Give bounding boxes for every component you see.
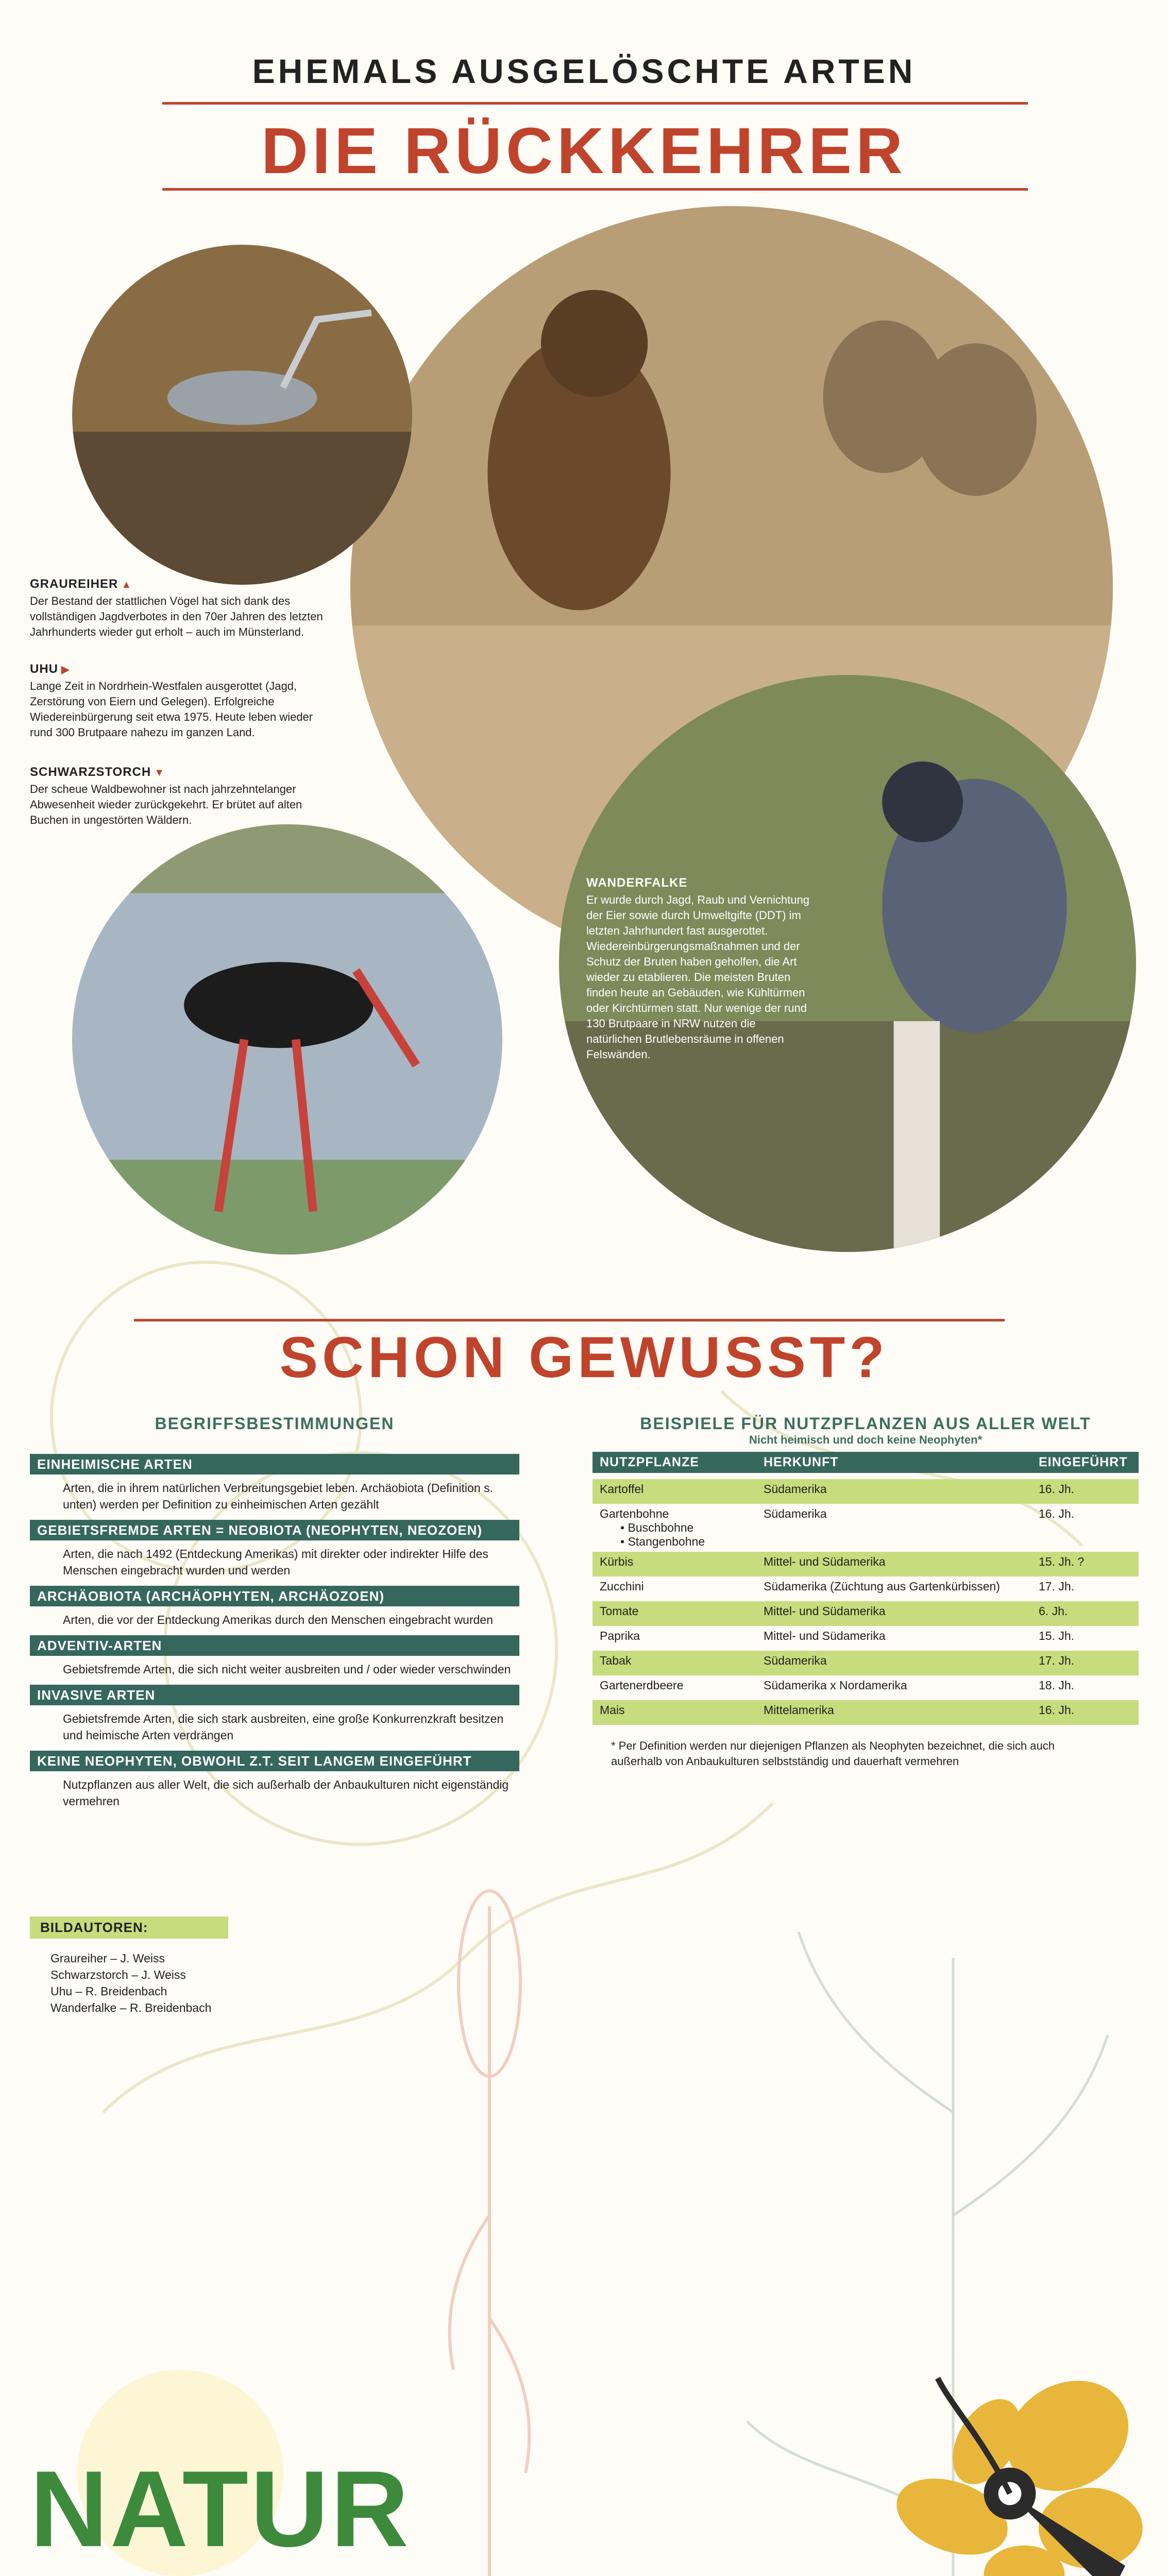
cell-origin: Mittel- und Südamerika xyxy=(756,1552,1031,1577)
table-row xyxy=(593,1552,1139,1577)
author-line: Schwarzstorch – J. Weiss xyxy=(50,1968,186,1981)
cell-year: 17. Jh. xyxy=(1039,1580,1075,1593)
definition-term: INVASIVE ARTEN xyxy=(30,1685,519,1705)
cell-origin: Mittel- und Südamerika xyxy=(756,1601,1031,1626)
bird-info-graureiher xyxy=(30,577,324,640)
definition-term: ARCHÄOBIOTA (ARCHÄOPHYTEN, ARCHÄOZOEN) xyxy=(30,1586,519,1606)
bird-text: Der Bestand der stattlichen Vögel hat sich dank des vollständigen Jagdverbotes in den 70er Jahren des letzten Jahrhunderts wieder gut erholt – auch im Münsterland. xyxy=(30,595,323,638)
table-row xyxy=(593,1479,1139,1504)
definition-text: Gebietsfremde Arten, die sich nicht weiter ausbreiten und / oder wieder verschwinden xyxy=(63,1663,511,1676)
image-authors xyxy=(30,1917,391,2016)
footer-title-line1: NATUR xyxy=(30,2448,411,2569)
graureiher-photo xyxy=(72,245,412,585)
cell-origin: Mittelamerika xyxy=(756,1700,1031,1725)
bird-label: SCHWARZSTORCH xyxy=(30,765,151,779)
section-title: SCHON GEWUSST? xyxy=(279,1325,889,1389)
definition-item xyxy=(30,1454,519,1520)
column-header: EINGEFÜHRT xyxy=(1031,1452,1139,1473)
definition-text: Gebietsfremde Arten, die sich stark ausbreiten, eine große Konkurrenzkraft besitzen und heimische Arten verdrängen xyxy=(63,1712,504,1742)
bird-info-uhu xyxy=(30,662,334,740)
bird-text: Er wurde durch Jagd, Raub und Vernichtung der Eier sowie durch Umweltgifte (DDT) im letzten Jahrhundert fast ausgerottet. Wiedereinbürgerungsmaßnahmen und der Schutz der Bruten haben geholfen, die Art wieder zu etablieren. Die meisten Bruten finden heute an Gebäuden, wie Kühltürmen oder Kirchtürmen statt. Nur wenige der rund 130 Brutpaare in NRW nutzen die natürlichen Brutlebensräume in offenen Felswänden. xyxy=(586,893,809,1061)
definition-item xyxy=(30,1635,519,1685)
bird-label: WANDERFALKE xyxy=(586,876,688,890)
bird-info-schwarzstorch xyxy=(30,765,324,828)
footnote: * Per Definition werden nur diejenigen Pflanzen als Neophyten bezeichnet, die sich auch außerhalb von Anbaukulturen selbstständig und dauerhaft vermehren xyxy=(611,1739,1055,1768)
examples-subheading: Nicht heimisch und doch keine Neophyten* xyxy=(749,1433,983,1446)
kicker-heading: EHEMALS AUSGELÖSCHTE ARTEN xyxy=(252,52,916,90)
cell-year: 15. Jh. ? xyxy=(1031,1552,1139,1577)
cell-plant: Mais xyxy=(593,1700,756,1725)
table-row xyxy=(593,1675,1139,1700)
definition-item xyxy=(30,1751,519,1817)
bird-info-wanderfalke xyxy=(586,876,813,1062)
definition-item xyxy=(30,1586,519,1635)
cell-year: 17. Jh. xyxy=(1031,1651,1139,1675)
definitions-heading: BEGRIFFSBESTIMMUNGEN xyxy=(155,1414,395,1433)
cell-plant: Tomate xyxy=(593,1601,756,1626)
cell-plant: Kartoffel xyxy=(593,1479,756,1504)
authors-heading: BILDAUTOREN: xyxy=(30,1917,228,1939)
page-title: DIE RÜCKKEHRER xyxy=(261,114,907,187)
column-header: NUTZPFLANZE xyxy=(593,1452,756,1473)
definition-text: Arten, die nach 1492 (Entdeckung Amerikas) mit direkter oder indirekter Hilfe des Menschen eingebracht wurden und werden xyxy=(63,1547,488,1577)
triangle-down-icon: ▼ xyxy=(154,767,165,778)
schwarzstorch-photo xyxy=(72,824,502,1255)
definitions-column xyxy=(30,1414,519,1817)
cell-plant: Gartenbohne xyxy=(600,1507,669,1520)
cell-plant: Paprika xyxy=(600,1629,640,1642)
definition-text: Arten, die vor der Entdeckung Amerikas durch den Menschen eingebracht wurden xyxy=(63,1613,493,1626)
sub-list xyxy=(600,1521,749,1549)
table-row xyxy=(593,1651,1139,1675)
cell-origin: Südamerika x Nordamerika xyxy=(764,1679,907,1692)
definition-item xyxy=(30,1685,519,1751)
cell-origin: Mittel- und Südamerika xyxy=(764,1629,886,1642)
definition-term: GEBIETSFREMDE ARTEN = NEOBIOTA (NEOPHYTEN, NEOZOEN) xyxy=(30,1520,519,1540)
list-item: • Stangenbohne xyxy=(620,1535,749,1549)
cell-year: 16. Jh. xyxy=(1039,1507,1075,1520)
cell-plant: Zucchini xyxy=(600,1580,644,1593)
cell-plant: Kürbis xyxy=(593,1552,756,1577)
examples-column xyxy=(593,1414,1139,1769)
table-row xyxy=(593,1626,1139,1651)
bird-text: Lange Zeit in Nordrhein-Westfalen ausgerottet (Jagd, Zerstörung von Eiern und Gelegen). Erfolgreiche Wiedereinbürgerung seit etwa 1975. Heute leben wieder rund 300 Brutpaare nahezu im ganzen Land. xyxy=(30,680,313,739)
column-header: HERKUNFT xyxy=(756,1452,1031,1473)
cell-origin: Südamerika xyxy=(756,1479,1031,1504)
examples-heading: BEISPIELE FÜR NUTZPFLANZEN AUS ALLER WELT xyxy=(640,1414,1091,1433)
bird-label: GRAUREIHER xyxy=(30,577,119,591)
list-item: • Buschbohne xyxy=(620,1521,749,1535)
cell-year: 16. Jh. xyxy=(1031,1700,1139,1725)
header-rule-bottom xyxy=(162,188,1028,191)
cell-plant: Gartenerdbeere xyxy=(600,1679,684,1692)
triangle-up-icon: ▲ xyxy=(121,579,132,590)
bird-text: Der scheue Waldbewohner ist nach jahrzehntelanger Abwesenheit wieder zurückgekehrt. Er brütet auf alten Buchen in ungestörten Wäldern. xyxy=(30,783,302,826)
definition-item xyxy=(30,1520,519,1586)
definition-term: EINHEIMISCHE ARTEN xyxy=(30,1454,519,1475)
flower-logo-icon xyxy=(866,2349,1154,2576)
author-line: Graureiher – J. Weiss xyxy=(50,1952,165,1965)
crops-table xyxy=(593,1452,1139,1725)
definition-text: Nutzpflanzen aus aller Welt, die sich außerhalb der Anbaukulturen nicht eigenständig vermehren xyxy=(63,1778,509,1808)
definition-term: KEINE NEOPHYTEN, OBWOHL Z.T. SEIT LANGEM EINGEFÜHRT xyxy=(30,1751,519,1771)
cell-plant: Tabak xyxy=(593,1651,756,1675)
table-row xyxy=(593,1577,1139,1601)
cell-year: 15. Jh. xyxy=(1039,1629,1075,1642)
cell-year: 16. Jh. xyxy=(1031,1479,1139,1504)
section-rule xyxy=(134,1319,1005,1321)
cell-origin: Südamerika (Züchtung aus Gartenkürbissen) xyxy=(764,1580,1000,1593)
cell-year: 18. Jh. xyxy=(1039,1679,1075,1692)
table-header-row xyxy=(593,1452,1139,1473)
header-rule-top xyxy=(162,102,1028,105)
definition-text: Arten, die in ihrem natürlichen Verbreitungsgebiet leben. Archäobiota (Definition s. unten) werden per Definition zu einheimischen Arten gezählt xyxy=(63,1481,493,1511)
cell-origin: Südamerika xyxy=(756,1651,1031,1675)
triangle-right-icon: ▶ xyxy=(61,664,70,675)
table-row xyxy=(593,1601,1139,1626)
author-line: Uhu – R. Breidenbach xyxy=(50,1985,167,1998)
table-row xyxy=(593,1700,1139,1725)
cell-year: 6. Jh. xyxy=(1031,1601,1139,1626)
author-line: Wanderfalke – R. Breidenbach xyxy=(50,2001,212,2014)
cell-origin: Südamerika xyxy=(764,1507,827,1520)
bird-label: UHU xyxy=(30,662,58,676)
table-row xyxy=(593,1504,1139,1552)
definition-term: ADVENTIV-ARTEN xyxy=(30,1635,519,1656)
